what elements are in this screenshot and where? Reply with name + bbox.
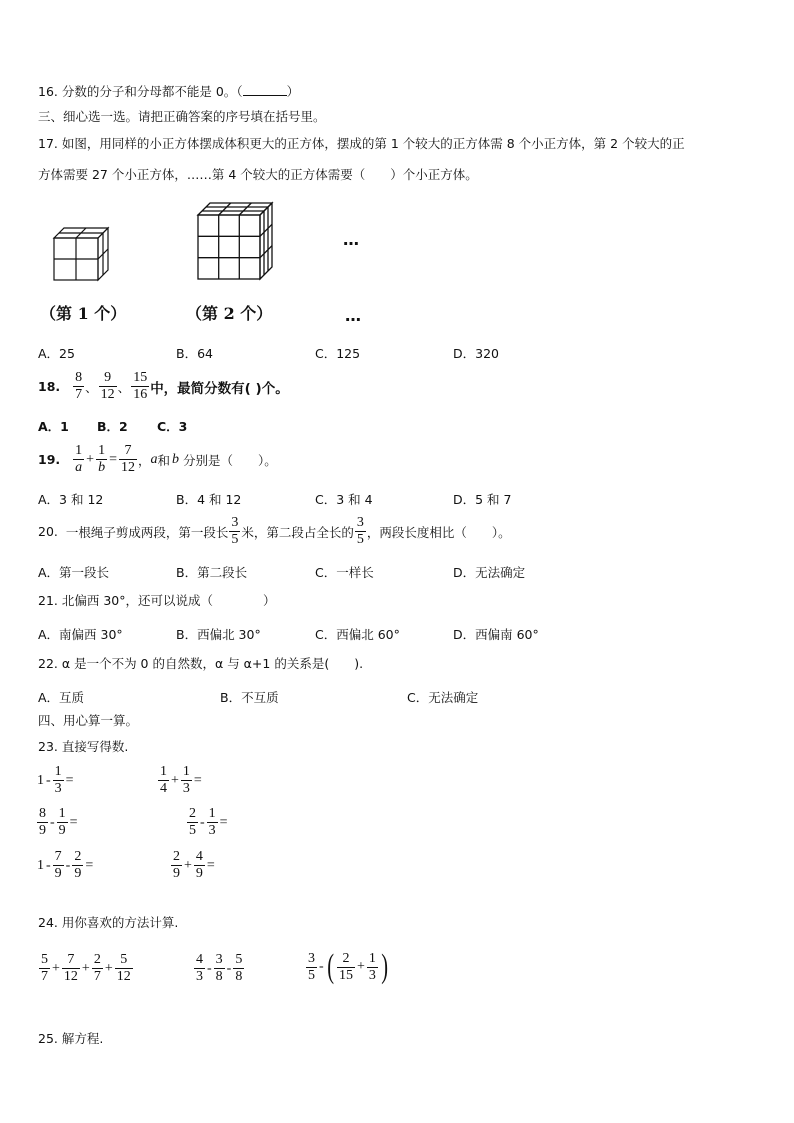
question-text: 分数的分子和分母都不能是 0。 (61, 84, 237, 99)
fraction: $\frac{3}{5}$ (231, 515, 239, 547)
question-number: 23. (38, 739, 58, 754)
option-d[interactable]: D．无法确定 (453, 565, 526, 580)
question-number: 19. (38, 452, 61, 467)
question-number: 24. (38, 915, 58, 930)
cube-3x3-figure (196, 201, 276, 281)
option-a[interactable]: A．1 (38, 419, 69, 434)
question-number: 25. (38, 1031, 58, 1046)
option-b[interactable]: B．4 和 12 (176, 492, 242, 507)
fraction: $\frac{8}{7}$ (75, 370, 83, 402)
fraction: $\frac{1}{a}$ (75, 443, 83, 475)
question-number: 16. (38, 84, 58, 99)
figure-caption-2: （第 2 个） (186, 304, 273, 323)
cube-2x2-figure (52, 226, 112, 282)
expression-1: 1 - $\frac{1}{3}$ = (37, 764, 74, 796)
calculation-1: $\frac{5}{7}$ + $\frac{7}{12}$ + $\frac{2}{7}$ + $\frac{5}{12}$ (41, 952, 131, 984)
expression-2: $\frac{1}{4}$ + $\frac{1}{3}$ = (160, 764, 202, 796)
question-23 (38, 739, 128, 755)
option-b[interactable]: B．64 (176, 346, 213, 361)
option-b[interactable]: B．西偏北 30° (176, 627, 261, 642)
option-a[interactable]: A．3 和 12 (38, 492, 104, 507)
option-c[interactable]: C．西偏北 60° (315, 627, 400, 642)
option-d[interactable]: D．5 和 7 (453, 492, 512, 507)
question-25 (38, 1031, 103, 1047)
question-number: 17. (38, 136, 58, 151)
question-text: 用你喜欢的方法计算. (61, 915, 179, 930)
option-c[interactable]: C．3 (157, 419, 188, 434)
question-number: 18. (38, 379, 61, 394)
option-b[interactable]: B．不互质 (220, 690, 279, 705)
option-d[interactable]: D．西偏南 60° (453, 627, 539, 642)
section-heading-3: 三、细心选一选。请把正确答案的序号填在括号里。 (38, 109, 326, 124)
question-text: α 是一个不为 0 的自然数，α 与 α+1 的关系是( ). (61, 656, 364, 671)
fraction: $\frac{3}{5}$ (356, 515, 364, 547)
expression-3: $\frac{8}{9}$ - $\frac{1}{9}$ = (39, 806, 78, 838)
question-text: 直接写得数. (61, 739, 129, 754)
question-22 (38, 656, 363, 672)
question-text: 北偏西 30°，还可以说成（ ） (61, 593, 276, 608)
section-heading-4: 四、用心算一算。 (38, 713, 139, 728)
question-24 (38, 915, 178, 931)
question-16: 16. 分数的分子和分母都不能是 0。（ ） (38, 84, 300, 99)
fraction: $\frac{1}{b}$ (98, 443, 106, 475)
ellipsis-caption: … (345, 306, 362, 325)
question-20: 20. 一根绳子剪成两段，第一段长 $\frac{3}{5}$ 米，第二段占全长的 $\frac{3}{5}$ ，两段长度相比（ ）。 (38, 515, 511, 547)
option-c[interactable]: C．无法确定 (407, 690, 479, 705)
answer-blank[interactable] (243, 83, 287, 96)
option-a[interactable]: A．第一段长 (38, 565, 110, 580)
question-text: 分别是（ ）。 (183, 452, 277, 468)
option-c[interactable]: C．一样长 (315, 565, 374, 580)
option-c[interactable]: C．3 和 4 (315, 492, 373, 507)
question-19: 19. $\frac{1}{a}$ + $\frac{1}{b}$ = $\frac{7}{12}$ ， a 和 b 分别是（ ）。 (38, 443, 277, 475)
figure-caption-1: （第 1 个） (40, 304, 127, 323)
option-c[interactable]: C．125 (315, 346, 361, 361)
question-21 (38, 593, 276, 609)
question-text: 解方程. (61, 1031, 104, 1046)
question-text: 中，最简分数有( )个。 (150, 380, 289, 397)
option-a[interactable]: A．南偏西 30° (38, 627, 123, 642)
question-18: 18. $\frac{8}{7}$ 、 $\frac{9}{12}$ 、 $\frac{15}{16}$ 中，最简分数有( )个。 (38, 370, 289, 402)
option-d[interactable]: D．320 (453, 346, 499, 361)
fraction: $\frac{7}{12}$ (120, 443, 135, 475)
question-17-line-2: 方体需要 27 个小正方体，……第 4 个较大的正方体需要（ ）个小正方体。 (38, 167, 478, 182)
calculation-3: $\frac{3}{5}$ - ( $\frac{2}{15}$ + $\frac{1}{3}$ ) (308, 948, 388, 985)
fraction: $\frac{15}{16}$ (133, 370, 148, 402)
option-b[interactable]: B．第二段长 (176, 565, 248, 580)
expression-4: $\frac{2}{5}$ - $\frac{1}{3}$ = (189, 806, 228, 838)
option-a[interactable]: A．互质 (38, 690, 85, 705)
question-17-line-1: 17. 如图，用同样的小正方体摆成体积更大的正方体，摆成的第 1 个较大的正方体需 8 个小正方体，第 2 个较大的正 (38, 136, 685, 151)
question-number: 22. (38, 656, 58, 671)
option-b[interactable]: B．2 (97, 419, 128, 434)
question-number: 21. (38, 593, 58, 608)
fraction: $\frac{9}{12}$ (100, 370, 115, 402)
question-number: 20. (38, 524, 58, 539)
option-a[interactable]: A．25 (38, 346, 75, 361)
expression-5: 1 - $\frac{7}{9}$ - $\frac{2}{9}$ = (37, 849, 94, 881)
calculation-2: $\frac{4}{3}$ - $\frac{3}{8}$ - $\frac{5}{8}$ (196, 952, 243, 984)
ellipsis-figure: … (343, 230, 360, 249)
expression-6: $\frac{2}{9}$ + $\frac{4}{9}$ = (173, 849, 215, 881)
